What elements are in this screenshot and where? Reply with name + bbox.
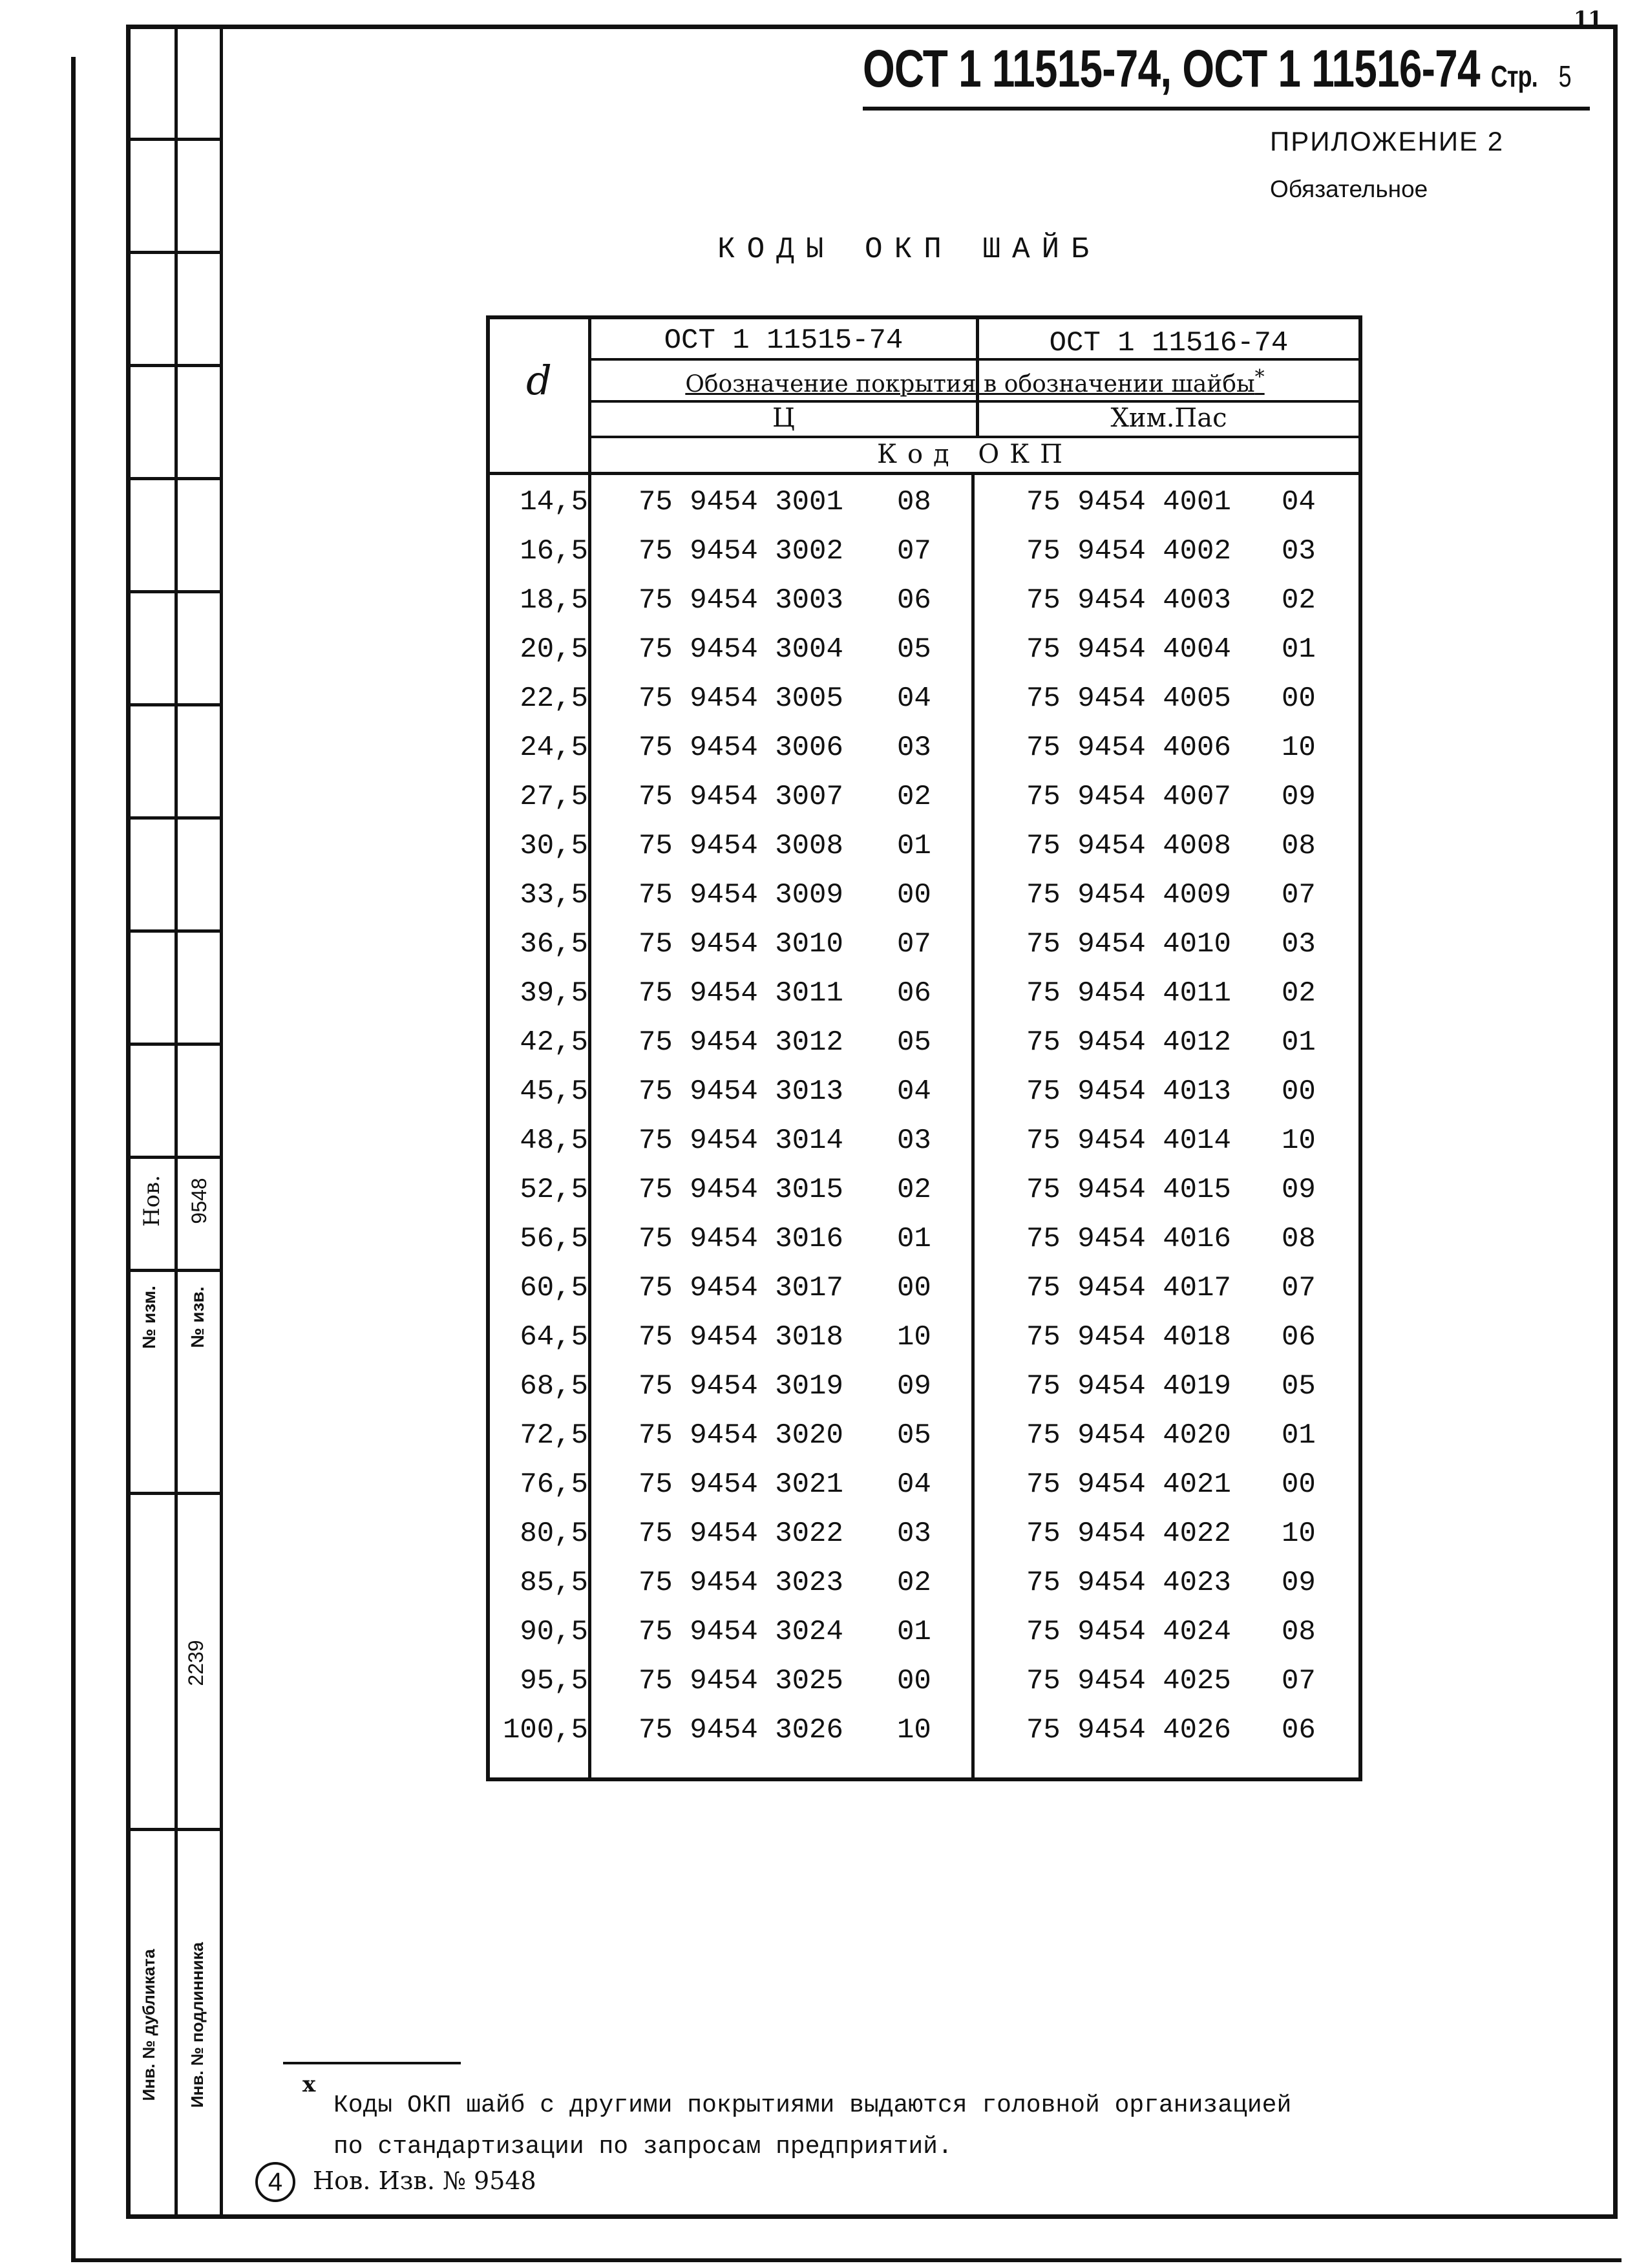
sidebar-change-label: № изм. xyxy=(139,1286,159,1349)
cell-check-digits-chem-passive: 08 xyxy=(1282,1616,1316,1648)
cell-diameter: 45,5 xyxy=(520,1076,588,1108)
table-row xyxy=(490,1714,1358,1763)
column-header-standard-1: ОСТ 1 11515-74 xyxy=(664,324,903,357)
cell-okp-code-chem-passive: 75 9454 4004 xyxy=(1026,633,1231,666)
cell-check-digits-chem-passive: 01 xyxy=(1282,1419,1316,1452)
cell-check-digits-chem-passive: 01 xyxy=(1282,1026,1316,1059)
cell-check-digits-zinc: 05 xyxy=(897,1026,931,1059)
sidebar-divider xyxy=(126,364,223,367)
sidebar-divider xyxy=(126,703,223,706)
cell-diameter: 56,5 xyxy=(520,1223,588,1255)
cell-check-digits-zinc: 06 xyxy=(897,584,931,617)
code-okp-header: Код ОКП xyxy=(876,440,1073,469)
footnote-mark: x xyxy=(302,2072,316,2097)
cell-okp-code-zinc: 75 9454 3011 xyxy=(639,977,843,1010)
cell-check-digits-chem-passive: 07 xyxy=(1282,1665,1316,1697)
table-rule xyxy=(490,472,1358,475)
cell-okp-code-zinc: 75 9454 3014 xyxy=(639,1125,843,1157)
cell-check-digits-zinc: 06 xyxy=(897,977,931,1010)
cell-okp-code-zinc: 75 9454 3022 xyxy=(639,1518,843,1550)
cell-diameter: 64,5 xyxy=(520,1321,588,1353)
sheet-number: 11 xyxy=(1574,6,1603,31)
cell-check-digits-zinc: 00 xyxy=(897,879,931,911)
cell-check-digits-chem-passive: 08 xyxy=(1282,1223,1316,1255)
cell-okp-code-zinc: 75 9454 3004 xyxy=(639,633,843,666)
cell-okp-code-zinc: 75 9454 3003 xyxy=(639,584,843,617)
sidebar-divider xyxy=(126,251,223,254)
cell-okp-code-chem-passive: 75 9454 4006 xyxy=(1026,732,1231,764)
cell-check-digits-chem-passive: 09 xyxy=(1282,781,1316,813)
table-row xyxy=(490,1321,1358,1370)
cell-okp-code-zinc: 75 9454 3024 xyxy=(639,1616,843,1648)
cell-check-digits-zinc: 07 xyxy=(897,928,931,960)
cell-diameter: 24,5 xyxy=(520,732,588,764)
cell-okp-code-chem-passive: 75 9454 4024 xyxy=(1026,1616,1231,1648)
cell-check-digits-zinc: 07 xyxy=(897,535,931,567)
cell-diameter: 52,5 xyxy=(520,1174,588,1206)
cell-okp-code-chem-passive: 75 9454 4001 xyxy=(1026,486,1231,518)
sidebar-column-outer xyxy=(126,25,178,2219)
cell-check-digits-zinc: 03 xyxy=(897,1125,931,1157)
cell-diameter: 60,5 xyxy=(520,1272,588,1304)
cell-check-digits-zinc: 05 xyxy=(897,633,931,666)
cell-diameter: 76,5 xyxy=(520,1468,588,1501)
cell-okp-code-chem-passive: 75 9454 4021 xyxy=(1026,1468,1231,1501)
table-row xyxy=(490,1518,1358,1567)
revision-number-badge: 4 xyxy=(255,2162,295,2202)
sidebar-new-change-number: 9548 xyxy=(187,1178,211,1224)
sidebar-divider xyxy=(126,1043,223,1046)
cell-okp-code-chem-passive: 75 9454 4008 xyxy=(1026,830,1231,862)
sidebar-column-inner xyxy=(178,25,223,2219)
cell-okp-code-zinc: 75 9454 3015 xyxy=(639,1174,843,1206)
sidebar-duplicate-label: Инв. № дубликата xyxy=(139,1949,158,2101)
cell-check-digits-zinc: 04 xyxy=(897,1076,931,1108)
cell-check-digits-chem-passive: 08 xyxy=(1282,830,1316,862)
header-underline xyxy=(863,107,1590,111)
cell-check-digits-chem-passive: 06 xyxy=(1282,1321,1316,1353)
cell-diameter: 90,5 xyxy=(520,1616,588,1648)
sidebar-divider xyxy=(126,590,223,593)
cell-diameter: 30,5 xyxy=(520,830,588,862)
cell-diameter: 42,5 xyxy=(520,1026,588,1059)
sidebar-notice-label: № изв. xyxy=(187,1286,207,1348)
cell-okp-code-chem-passive: 75 9454 4017 xyxy=(1026,1272,1231,1304)
column-header-d: d xyxy=(526,357,552,404)
coating-header xyxy=(591,366,1358,397)
table-row xyxy=(490,1174,1358,1223)
table-row xyxy=(490,633,1358,683)
okp-code-table xyxy=(486,315,1362,1781)
table-row xyxy=(490,879,1358,928)
cell-check-digits-zinc: 10 xyxy=(897,1714,931,1746)
cell-check-digits-zinc: 01 xyxy=(897,830,931,862)
cell-check-digits-chem-passive: 09 xyxy=(1282,1567,1316,1599)
cell-okp-code-zinc: 75 9454 3006 xyxy=(639,732,843,764)
footnote-text-line-1: Коды ОКП шайб с другими покрытиями выдаются головной организацией xyxy=(333,2092,1292,2119)
cell-okp-code-zinc: 75 9454 3019 xyxy=(639,1370,843,1403)
cell-okp-code-zinc: 75 9454 3018 xyxy=(639,1321,843,1353)
cell-diameter: 14,5 xyxy=(520,486,588,518)
coating-header-text: Обозначение покрытия в обозначении шайбы xyxy=(685,371,1255,397)
cell-diameter: 72,5 xyxy=(520,1419,588,1452)
table-rule xyxy=(588,436,1358,438)
table-row xyxy=(490,732,1358,781)
cell-check-digits-zinc: 01 xyxy=(897,1223,931,1255)
cell-okp-code-zinc: 75 9454 3005 xyxy=(639,683,843,715)
sidebar-divider xyxy=(126,477,223,480)
table-row xyxy=(490,683,1358,732)
stamp-sidebar xyxy=(126,25,223,2219)
cell-okp-code-chem-passive: 75 9454 4009 xyxy=(1026,879,1231,911)
cell-diameter: 80,5 xyxy=(520,1518,588,1550)
table-row xyxy=(490,830,1358,879)
cell-diameter: 85,5 xyxy=(520,1567,588,1599)
table-rule xyxy=(588,400,1358,403)
cell-okp-code-zinc: 75 9454 3021 xyxy=(639,1468,843,1501)
cell-check-digits-chem-passive: 03 xyxy=(1282,928,1316,960)
cell-check-digits-zinc: 05 xyxy=(897,1419,931,1452)
standard-title: ОСТ 1 11515-74, ОСТ 1 11516-74 xyxy=(863,39,1480,98)
table-row xyxy=(490,1076,1358,1125)
cell-okp-code-chem-passive: 75 9454 4014 xyxy=(1026,1125,1231,1157)
cell-check-digits-chem-passive: 10 xyxy=(1282,1518,1316,1550)
table-row xyxy=(490,1616,1358,1665)
cell-check-digits-chem-passive: 01 xyxy=(1282,633,1316,666)
appendix-label: ПРИЛОЖЕНИЕ 2 xyxy=(1270,126,1505,156)
cell-check-digits-zinc: 03 xyxy=(897,1518,931,1550)
cell-okp-code-chem-passive: 75 9454 4015 xyxy=(1026,1174,1231,1206)
table-row xyxy=(490,1567,1358,1616)
cell-okp-code-zinc: 75 9454 3017 xyxy=(639,1272,843,1304)
cell-check-digits-chem-passive: 04 xyxy=(1282,486,1316,518)
table-row xyxy=(490,1665,1358,1714)
cell-okp-code-zinc: 75 9454 3001 xyxy=(639,486,843,518)
cell-check-digits-chem-passive: 00 xyxy=(1282,1468,1316,1501)
cell-check-digits-chem-passive: 02 xyxy=(1282,584,1316,617)
document-header xyxy=(863,39,1571,100)
table-row xyxy=(490,486,1358,535)
page-title: КОДЫ ОКП ШАЙБ xyxy=(717,233,1101,266)
cell-check-digits-chem-passive: 05 xyxy=(1282,1370,1316,1403)
table-row xyxy=(490,928,1358,977)
sidebar-divider xyxy=(126,929,223,933)
table-row xyxy=(490,1370,1358,1419)
cell-check-digits-chem-passive: 00 xyxy=(1282,1076,1316,1108)
cell-diameter: 22,5 xyxy=(520,683,588,715)
cell-okp-code-chem-passive: 75 9454 4007 xyxy=(1026,781,1231,813)
cell-diameter: 95,5 xyxy=(520,1665,588,1697)
footnote-text-line-2: по стандартизации по запросам предприятий. xyxy=(333,2133,953,2161)
cell-okp-code-chem-passive: 75 9454 4010 xyxy=(1026,928,1231,960)
cell-check-digits-chem-passive: 07 xyxy=(1282,879,1316,911)
cell-check-digits-chem-passive: 10 xyxy=(1282,1125,1316,1157)
cell-okp-code-chem-passive: 75 9454 4011 xyxy=(1026,977,1231,1010)
cell-check-digits-chem-passive: 10 xyxy=(1282,732,1316,764)
cell-check-digits-zinc: 00 xyxy=(897,1272,931,1304)
sidebar-original-label: Инв. № подлинника xyxy=(187,1942,207,2108)
table-row xyxy=(490,1468,1358,1518)
cell-check-digits-zinc: 10 xyxy=(897,1321,931,1353)
cell-okp-code-chem-passive: 75 9454 4023 xyxy=(1026,1567,1231,1599)
cell-diameter: 27,5 xyxy=(520,781,588,813)
cell-okp-code-chem-passive: 75 9454 4019 xyxy=(1026,1370,1231,1403)
cell-check-digits-zinc: 02 xyxy=(897,781,931,813)
cell-okp-code-chem-passive: 75 9454 4005 xyxy=(1026,683,1231,715)
cell-diameter: 68,5 xyxy=(520,1370,588,1403)
table-row xyxy=(490,781,1358,830)
cell-check-digits-zinc: 03 xyxy=(897,732,931,764)
sidebar-divider xyxy=(126,1828,223,1831)
table-row xyxy=(490,1125,1358,1174)
cell-check-digits-zinc: 08 xyxy=(897,486,931,518)
cell-diameter: 18,5 xyxy=(520,584,588,617)
sidebar-inventory-number: 2239 xyxy=(184,1640,207,1686)
cell-okp-code-zinc: 75 9454 3026 xyxy=(639,1714,843,1746)
cell-okp-code-chem-passive: 75 9454 4002 xyxy=(1026,535,1231,567)
cell-okp-code-zinc: 75 9454 3012 xyxy=(639,1026,843,1059)
coating-zinc: Ц xyxy=(772,403,795,433)
cell-okp-code-zinc: 75 9454 3009 xyxy=(639,879,843,911)
cell-okp-code-zinc: 75 9454 3013 xyxy=(639,1076,843,1108)
cell-okp-code-chem-passive: 75 9454 4003 xyxy=(1026,584,1231,617)
cell-check-digits-zinc: 01 xyxy=(897,1616,931,1648)
footnote-reference: * xyxy=(1254,366,1265,388)
cell-okp-code-zinc: 75 9454 3023 xyxy=(639,1567,843,1599)
cell-diameter: 36,5 xyxy=(520,928,588,960)
cell-okp-code-chem-passive: 75 9454 4020 xyxy=(1026,1419,1231,1452)
cell-okp-code-chem-passive: 75 9454 4026 xyxy=(1026,1714,1231,1746)
cell-check-digits-chem-passive: 09 xyxy=(1282,1174,1316,1206)
sidebar-new-label: Нов. xyxy=(139,1174,165,1227)
cell-diameter: 20,5 xyxy=(520,633,588,666)
cell-diameter: 39,5 xyxy=(520,977,588,1010)
table-row xyxy=(490,1272,1358,1321)
table-row xyxy=(490,535,1358,584)
page-label: Стр. xyxy=(1490,59,1538,93)
cell-check-digits-chem-passive: 07 xyxy=(1282,1272,1316,1304)
page-number: 5 xyxy=(1558,59,1571,93)
cell-check-digits-chem-passive: 00 xyxy=(1282,683,1316,715)
sidebar-divider xyxy=(126,816,223,820)
cell-okp-code-zinc: 75 9454 3008 xyxy=(639,830,843,862)
cell-check-digits-zinc: 04 xyxy=(897,1468,931,1501)
cell-check-digits-chem-passive: 02 xyxy=(1282,977,1316,1010)
cell-check-digits-zinc: 04 xyxy=(897,683,931,715)
footnote-rule xyxy=(283,2062,461,2064)
cell-okp-code-zinc: 75 9454 3010 xyxy=(639,928,843,960)
cell-okp-code-zinc: 75 9454 3007 xyxy=(639,781,843,813)
revision-note: Нов. Изв. № 9548 xyxy=(313,2167,536,2195)
cell-check-digits-zinc: 00 xyxy=(897,1665,931,1697)
table-row xyxy=(490,1419,1358,1468)
cell-okp-code-zinc: 75 9454 3016 xyxy=(639,1223,843,1255)
cell-okp-code-chem-passive: 75 9454 4025 xyxy=(1026,1665,1231,1697)
cell-okp-code-chem-passive: 75 9454 4013 xyxy=(1026,1076,1231,1108)
cell-okp-code-zinc: 75 9454 3025 xyxy=(639,1665,843,1697)
table-row xyxy=(490,977,1358,1026)
cell-check-digits-chem-passive: 06 xyxy=(1282,1714,1316,1746)
sidebar-divider xyxy=(126,1156,223,1159)
table-row xyxy=(490,584,1358,633)
cell-diameter: 48,5 xyxy=(520,1125,588,1157)
cell-okp-code-zinc: 75 9454 3002 xyxy=(639,535,843,567)
cell-okp-code-zinc: 75 9454 3020 xyxy=(639,1419,843,1452)
cell-check-digits-zinc: 02 xyxy=(897,1567,931,1599)
sidebar-divider xyxy=(126,1269,223,1272)
cell-okp-code-chem-passive: 75 9454 4018 xyxy=(1026,1321,1231,1353)
cell-check-digits-chem-passive: 03 xyxy=(1282,535,1316,567)
cell-okp-code-chem-passive: 75 9454 4022 xyxy=(1026,1518,1231,1550)
cell-okp-code-chem-passive: 75 9454 4012 xyxy=(1026,1026,1231,1059)
coating-chem-passive: Хим.Пас xyxy=(1110,403,1227,433)
cell-okp-code-chem-passive: 75 9454 4016 xyxy=(1026,1223,1231,1255)
cell-diameter: 33,5 xyxy=(520,879,588,911)
cell-check-digits-zinc: 02 xyxy=(897,1174,931,1206)
table-row xyxy=(490,1223,1358,1272)
appendix-status: Обязательное xyxy=(1270,176,1428,202)
cell-diameter: 100,5 xyxy=(502,1714,588,1746)
sidebar-divider xyxy=(126,138,223,141)
cell-diameter: 16,5 xyxy=(520,535,588,567)
column-header-standard-2: ОСТ 1 11516-74 xyxy=(1049,327,1289,359)
table-row xyxy=(490,1026,1358,1076)
cell-check-digits-zinc: 09 xyxy=(897,1370,931,1403)
sidebar-divider xyxy=(126,1492,223,1495)
